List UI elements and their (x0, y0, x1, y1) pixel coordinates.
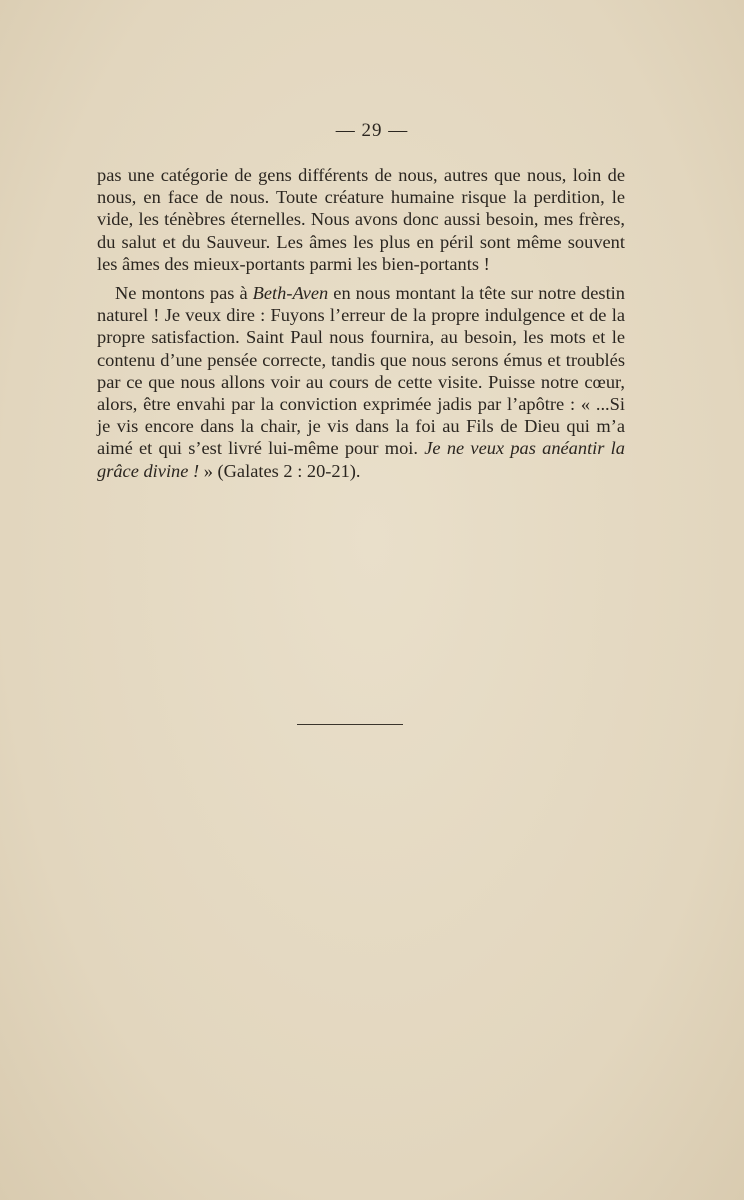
end-rule-divider (297, 724, 403, 725)
paragraph-2-text-c: » (Galates 2 : 20-21). (199, 460, 361, 481)
paragraph-2-text-a: Ne montons pas à (115, 283, 253, 304)
place-name-italic: Beth-Aven (252, 283, 329, 304)
paragraph-2-text-b: en nous montant la tête sur notre destin naturel ! Je veux dire : Fuyons l’erreur de la propre indulgence et de la propre satisfaction. Saint Paul nous fournira, au besoin, les mots et le contenu d’une pensée correcte, tandis que nous serons émus et troublés par ce que nous allons voir au cours de cette visite. Puisse notre cœur, alors, être envahi par la conviction exprimée jadis par l’apôtre : « ...Si je vis encore dans la chair, je vis dans la foi au Fils de Dieu qui m’a aimé et qui s’est livré lui-même pour moi. (97, 283, 625, 459)
page-number: — 29 — (335, 120, 409, 141)
quotation-italic: Je ne veux pas anéantir la grâce divine ! (97, 438, 625, 481)
paragraph-2 (97, 282, 625, 482)
paragraph-1-text: pas une catégorie de gens différents de nous, autres que nous, loin de nous, en face de nous. Toute créature humaine risque la perdition, le vide, les ténèbres éternelles. Nous avons donc aussi besoin, mes frères, du salut et du Sauveur. Les âmes les plus en péril sont même souvent les âmes des mieux-portants parmi les bien-portants ! (97, 165, 625, 274)
paragraph-1 (97, 164, 625, 275)
body-text (97, 164, 625, 482)
